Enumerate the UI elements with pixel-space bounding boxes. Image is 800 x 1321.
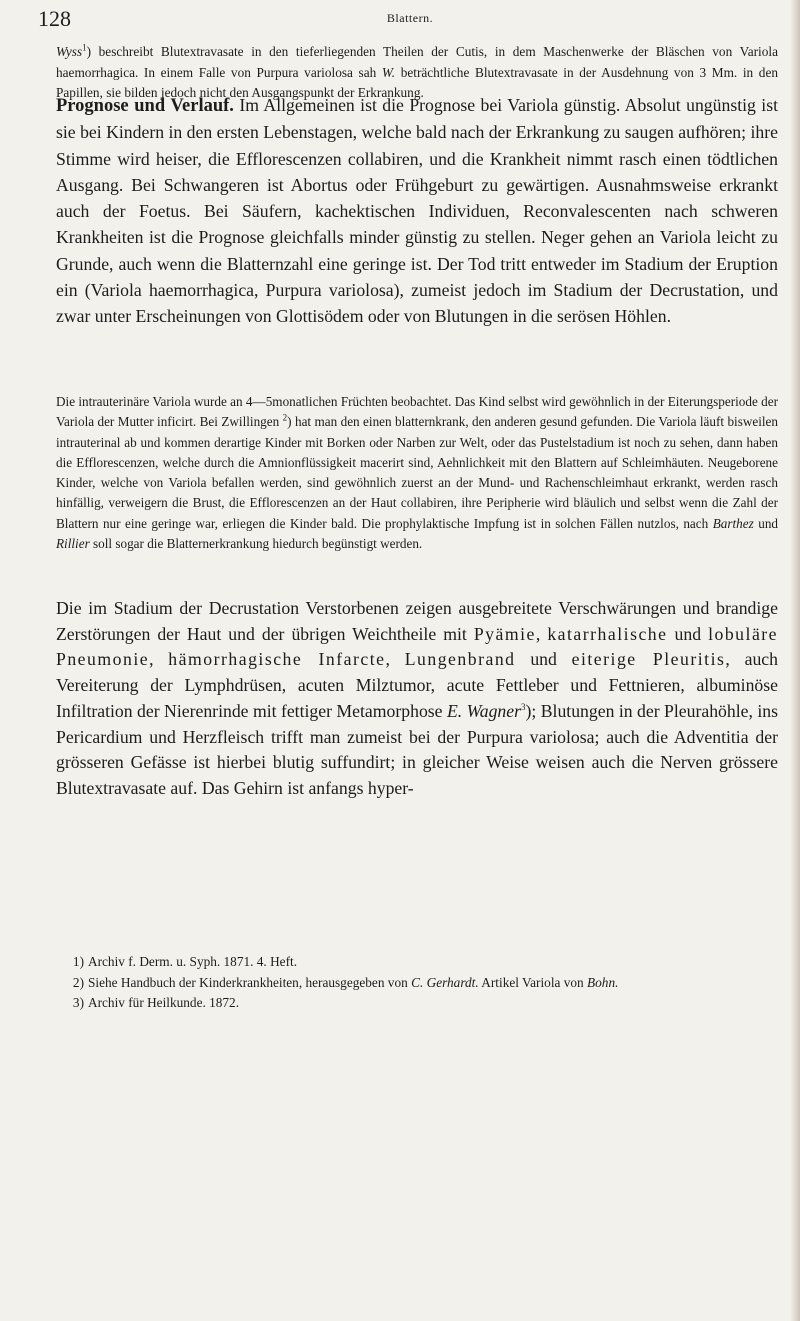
- spaced-term: katarrhalische: [547, 623, 668, 644]
- footnote-mark: 1): [72, 954, 84, 969]
- footnote-text: Archiv für Heilkunde. 1872.: [88, 995, 240, 1010]
- prognosis-paragraph: [56, 92, 778, 330]
- spaced-term: eiterige Pleuritis: [571, 649, 726, 670]
- footnote-ref: 2: [282, 412, 288, 423]
- decrustation-paragraph: [56, 596, 778, 802]
- footnote: [56, 952, 778, 973]
- punctuation: ,: [149, 649, 154, 670]
- page-number: 128: [38, 6, 71, 31]
- author-name: Bohn.: [587, 974, 619, 990]
- punctuation: ,: [385, 649, 390, 670]
- page-edge-shadow: [790, 0, 800, 1321]
- footnotes: [56, 952, 778, 1014]
- paragraph-text: Im Allgemeinen ist die Prognose bei Variola günstig. Absolut ungünstig ist sie bei Kindern in den ersten Lebenstagen, welche bald nach der Erkrankung zu saugen aufhören; ihre Stimme wird heiser, die Efflorescenzen collabiren, und die Krankheit nimmt rasch einen tödtlichen Ausgang. Bei Schwangeren ist Abortus oder Frühgeburt zu gewärtigen. Ausnahmsweise erkrankt auch der Foetus. Bei Säufern, kachektischen Individuen, Reconvalescenten nach schweren Krankheiten ist die Prognose gleichfalls minder günstig zu stellen. Neger gehen an Variola leicht zu Grunde, auch wenn die Blatternzahl eine geringe ist. Der Tod tritt entweder im Stadium der Eruption ein (Variola haemorrhagica, Purpura variolosa), zumeist jedoch im Stadium der Decrustation, und zwar unter Erscheinungen von Glottisödem oder von Blutungen in die serösen Höhlen.: [56, 95, 778, 327]
- author-name: Rillier: [56, 536, 90, 552]
- spaced-term: lobuläre Pneumonie: [56, 623, 779, 670]
- spaced-term: Pyämie: [473, 623, 536, 644]
- page-header: [38, 6, 782, 32]
- paragraph-text: Die im Stadium der Decrustation Verstorbenen zeigen ausgebreitete Verschwärungen und brandige Zerstörungen der Haut und der übrigen Weichtheile mit: [56, 598, 778, 644]
- footnote-mark: 3): [72, 995, 84, 1010]
- paragraph-text: , auch Vereiterung der Lymphdrüsen, acuten Milztumor, acute Fettleber und Fettnieren, albuminöse Infiltration der Nierenrinde mit fettiger Metamorphose: [56, 649, 778, 721]
- section-heading: Prognose und Verlauf.: [56, 96, 234, 116]
- paragraph-text: und: [758, 515, 779, 531]
- author-name: Wyss: [56, 44, 83, 59]
- footnote-ref: 3: [521, 701, 526, 712]
- paragraph-text: beträchtliche Blutextravasate in der Ausdehnung von 3 Mm. in den Papillen, sie bilden jedoch nicht den Ausgangspunkt der Erkrankung.: [56, 64, 778, 101]
- running-title: Blattern.: [386, 11, 434, 25]
- paragraph-text: ); Blutungen in der Pleurahöhle, ins Pericardium und Herzfleisch trifft man zumeist bei der Purpura variolosa; auch die Adventitia der grösseren Gefässe ist hierbei blutig suffundirt; in gleicher Weise weisen auch die Nerven grössere Blutextravasate auf. Das Gehirn ist anfangs hyper-: [56, 700, 778, 798]
- paragraph-text: beschreibt Blutextravasate in den tieferliegenden Theilen der Cutis, in dem Maschenwerke der Bläschen von Variola haemorrhagica. In einem Falle von Purpura variolosa sah: [56, 44, 778, 80]
- footnote-text: Archiv f. Derm. u. Syph. 1871. 4. Heft.: [88, 954, 298, 969]
- author-name: E. Wagner: [446, 700, 521, 721]
- intro-paragraph: Wyss$^1$) beschreibt Blutextravasate in den tieferliegenden Theilen der Cutis, in dem Maschenwerke der Bläschen von Variola haemorrhagica. In einem Falle von Purpura variolosa sah W. beträchtliche Blutextravasate in der Ausdehnung von 3 Mm. in den Papillen, sie bilden jedoch nicht den Ausgangspunkt der Erkrankung.: [56, 42, 778, 101]
- footnote-text: Artikel Variola von: [481, 974, 584, 990]
- author-name: C. Gerhardt.: [411, 974, 479, 990]
- footnote-ref: 1: [82, 42, 87, 53]
- footnote: [56, 973, 778, 994]
- footnote-text: Siehe Handbuch der Kinderkrankheiten, herausgegeben von: [88, 974, 408, 990]
- author-name: Barthez: [712, 515, 754, 531]
- spaced-term: Lungenbrand: [404, 649, 516, 670]
- conjunction: und: [674, 623, 702, 644]
- author-name: W.: [381, 64, 396, 80]
- footnote: [56, 993, 778, 1014]
- small-print-paragraph: Die intrauterinäre Variola wurde an 4—5monatlichen Früchten beobachtet. Das Kind selbst wird gewöhnlich in der Eiterungsperiode der Variola der Mutter inficirt. Bei Zwillingen $^2$) hat man den einen blatternkrank, den anderen gesund gefunden. Die Variola läuft bisweilen intrauterinal ab und kommen derartige Kinder mit Borken oder Narben zur Welt, oder das Pustelstadium ist noch zu sehen, dann haben die Efflorescenzen, welche durch die Amnionflüssigkeit macerirt sind, Aehnlichkeit mit den Blattern auf Schleimhäuten. Neugeborene Kinder, welche von Variola befallen werden, sind gewöhnlich zuerst an der Mund- und Rachenschleimhaut erkrankt, werden rasch hinfällig, verweigern die Brust, die Efflorescenzen an der Haut collabiren, ihre Peripherie wird bläulich und selbst wenn die Zahl der Blattern nur eine geringe war, erliegen die Kinder bald. Die prophylaktische Impfung ist in solchen Fällen nutzlos, nach Barthez und Rillier soll sogar die Blatternerkrankung hiedurch begünstigt werden.: [56, 394, 779, 552]
- spaced-term: hämorrhagische Infarcte: [168, 649, 386, 670]
- punctuation: ,: [535, 623, 541, 644]
- paragraph-text: soll sogar die Blatternerkrankung hiedurch begünstigt werden.: [93, 536, 423, 552]
- paragraph-text: Die intrauterinäre Variola wurde an 4—5monatlichen Früchten beobachtet. Das Kind selbst wird gewöhnlich in der Eiterungsperiode der Variola der Mutter inficirt. Bei Zwillingen: [56, 394, 778, 430]
- conjunction: und: [530, 649, 557, 670]
- footnote-mark: 2): [72, 974, 84, 990]
- book-page: [38, 0, 782, 1321]
- paragraph-text: hat man den einen blatternkrank, den anderen gesund gefunden. Die Variola läuft bisweilen intrauterinal ab und kommen derartige Kinder mit Borken oder Narben zur Welt, oder das Pustelstadium ist noch zu sehen, dann haben die Efflorescenzen, welche durch die Amnionflüssigkeit macerirt sind, Aehnlichkeit mit den Blattern auf Schleimhäuten. Neugeborene Kinder, welche von Variola befallen werden, sind gewöhnlich zuerst an der Mund- und Rachenschleimhaut erkrankt, werden rasch hinfällig, verweigern die Brust, die Efflorescenzen an der Haut collabiren, ihre Peripherie wird bläulich und selbst wenn die Zahl der Blattern nur eine geringe war, erliegen die Kinder bald. Die prophylaktische Impfung ist in solchen Fällen nutzlos, nach: [56, 414, 778, 531]
